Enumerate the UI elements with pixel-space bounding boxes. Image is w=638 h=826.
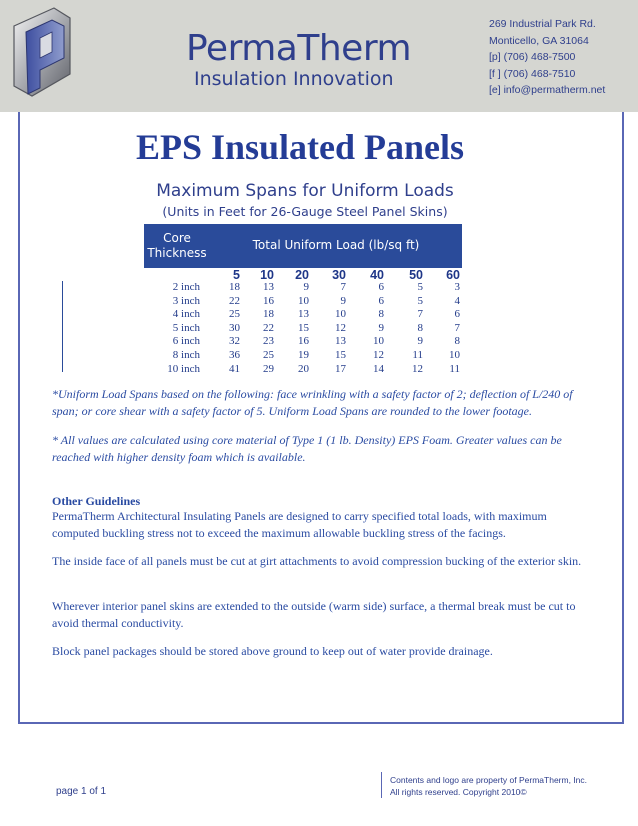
span-value-cell: 10 xyxy=(449,348,460,361)
span-value-cell: 17 xyxy=(335,362,346,375)
span-table-body xyxy=(144,281,462,376)
load-value-cell: 40 xyxy=(370,268,384,282)
table-row xyxy=(144,322,462,336)
span-value-cell: 14 xyxy=(373,362,384,375)
contact-email: [e] info@permatherm.net xyxy=(489,84,606,96)
span-value-cell: 13 xyxy=(335,335,346,348)
span-value-cell: 12 xyxy=(412,362,423,375)
thickness-cell: 2 inch xyxy=(172,281,200,293)
span-value-cell: 8 xyxy=(417,321,423,334)
contact-fax: [f ] (706) 468-7510 xyxy=(489,67,576,80)
core-thickness-header xyxy=(144,231,210,261)
permatherm-logo-icon xyxy=(6,4,78,104)
span-value-cell: 9 xyxy=(417,335,423,348)
span-value-cell: 9 xyxy=(303,281,309,293)
thickness-cell: 6 inch xyxy=(172,335,200,348)
span-value-cell: 22 xyxy=(263,321,274,334)
guideline-paragraph: Block panel packages should be stored above ground to keep out of water provide drainage. xyxy=(52,644,493,658)
span-value-cell: 15 xyxy=(335,348,346,361)
guideline-paragraph: The inside face of all panels must be cut at girt attachments to avoid compression bucking of the exterior skin. xyxy=(52,554,582,568)
span-value-cell: 13 xyxy=(263,281,274,293)
load-header: Total Uniform Load (lb/sq ft) xyxy=(252,238,420,252)
load-value-cell: 20 xyxy=(295,268,309,282)
span-table-header xyxy=(144,224,462,268)
load-value-cell: 50 xyxy=(409,268,423,282)
span-value-cell: 10 xyxy=(298,294,309,307)
span-value-cell: 36 xyxy=(229,348,240,361)
span-value-cell: 10 xyxy=(335,308,346,321)
load-span-footnote: *Uniform Load Spans based on the following: face wrinkling with a safety factor of 2; deflection of L/240 of span; or core shear with a safety factor of 5. Uniform Load Spans are rounded to the lower footage. xyxy=(52,387,573,418)
span-value-cell: 18 xyxy=(229,281,240,293)
span-value-cell: 5 xyxy=(417,281,423,293)
table-row xyxy=(144,308,462,322)
thickness-cell: 3 inch xyxy=(172,294,200,307)
page-title: EPS Insulated Panels xyxy=(135,127,465,167)
thickness-cell: 10 inch xyxy=(167,362,200,375)
span-value-cell: 12 xyxy=(335,321,346,334)
core-header-line1: Core xyxy=(163,231,191,245)
page-frame-bottom xyxy=(18,722,624,724)
thickness-cell: 5 inch xyxy=(172,321,200,334)
page-frame-right xyxy=(622,112,624,724)
span-value-cell: 7 xyxy=(340,281,346,293)
span-value-cell: 9 xyxy=(378,321,384,334)
load-value-cell: 60 xyxy=(446,268,460,282)
guideline-paragraph: PermaTherm Architectural Insulating Panels are designed to carry specified total loads, with maximum computed buckling stress not to exceed the maximum allowable buckling stress of the facings. xyxy=(52,509,547,540)
span-value-cell: 15 xyxy=(298,321,309,334)
span-value-cell: 8 xyxy=(454,335,460,348)
span-value-cell: 10 xyxy=(373,335,384,348)
span-value-cell: 6 xyxy=(378,281,384,293)
table-subtitle: (Units in Feet for 26-Gauge Steel Panel Skins) xyxy=(162,204,448,219)
contact-block xyxy=(489,16,605,99)
span-value-cell: 13 xyxy=(298,308,309,321)
span-value-cell: 18 xyxy=(263,308,274,321)
guidelines-heading: Other Guidelines xyxy=(52,494,141,508)
span-value-cell: 7 xyxy=(417,308,423,321)
foam-density-footnote: * All values are calculated using core material of Type 1 (1 lb. Density) EPS Foam. Greater values can be reached with higher density foam which is available. xyxy=(52,433,562,464)
copyright-notice xyxy=(390,774,587,798)
span-value-cell: 32 xyxy=(229,335,240,348)
contact-address-line1: 269 Industrial Park Rd. xyxy=(489,18,596,30)
span-value-cell: 4 xyxy=(454,294,460,307)
table-row xyxy=(144,349,462,363)
span-value-cell: 23 xyxy=(263,335,274,348)
load-value-cell: 5 xyxy=(233,268,240,282)
span-value-cell: 11 xyxy=(449,362,460,375)
span-value-cell: 7 xyxy=(454,321,460,334)
copyright-line2: All rights reserved. Copyright 2010© xyxy=(390,787,527,797)
span-value-cell: 41 xyxy=(229,362,240,375)
brand-name: PermaTherm xyxy=(186,28,412,69)
span-value-cell: 3 xyxy=(454,281,460,293)
contact-address-line2: Monticello, GA 31064 xyxy=(489,34,589,47)
thickness-cell: 4 inch xyxy=(172,308,200,321)
span-value-cell: 16 xyxy=(298,335,309,348)
span-value-cell: 11 xyxy=(412,348,423,361)
core-header-line2: Thickness xyxy=(147,246,207,260)
load-value-cell: 30 xyxy=(332,268,346,282)
span-value-cell: 19 xyxy=(298,348,309,361)
span-value-cell: 12 xyxy=(373,348,384,361)
span-value-cell: 9 xyxy=(340,294,346,307)
span-value-cell: 20 xyxy=(298,362,309,375)
letterhead xyxy=(0,0,638,112)
span-value-cell: 16 xyxy=(263,294,274,307)
span-value-cell: 6 xyxy=(378,294,384,307)
span-value-cell: 25 xyxy=(263,348,274,361)
span-value-cell: 22 xyxy=(229,294,240,307)
load-value-cell: 10 xyxy=(260,268,274,282)
span-value-cell: 6 xyxy=(454,308,460,321)
guideline-paragraph: Wherever interior panel skins are extended to the outside (warm side) surface, a thermal break must be cut to avoid thermal conductivity. xyxy=(52,599,576,630)
contact-phone: [p] (706) 468-7500 xyxy=(489,51,576,63)
footer-divider xyxy=(381,772,382,798)
table-row xyxy=(144,363,462,377)
span-value-cell: 30 xyxy=(229,321,240,334)
span-value-cell: 25 xyxy=(229,308,240,321)
page-frame-left xyxy=(18,112,20,724)
table-row xyxy=(144,281,462,295)
copyright-line1: Contents and logo are property of PermaTherm, Inc. xyxy=(390,775,588,785)
page-number: page 1 of 1 xyxy=(56,786,107,797)
table-divider xyxy=(62,281,63,372)
table-row xyxy=(144,295,462,309)
load-values-row xyxy=(144,268,462,281)
span-value-cell: 8 xyxy=(378,308,384,321)
span-value-cell: 5 xyxy=(417,294,423,307)
table-row xyxy=(144,335,462,349)
span-value-cell: 29 xyxy=(263,362,274,375)
table-title: Maximum Spans for Uniform Loads xyxy=(156,181,454,201)
brand-tagline: Insulation Innovation xyxy=(194,68,394,90)
thickness-cell: 8 inch xyxy=(172,348,200,361)
